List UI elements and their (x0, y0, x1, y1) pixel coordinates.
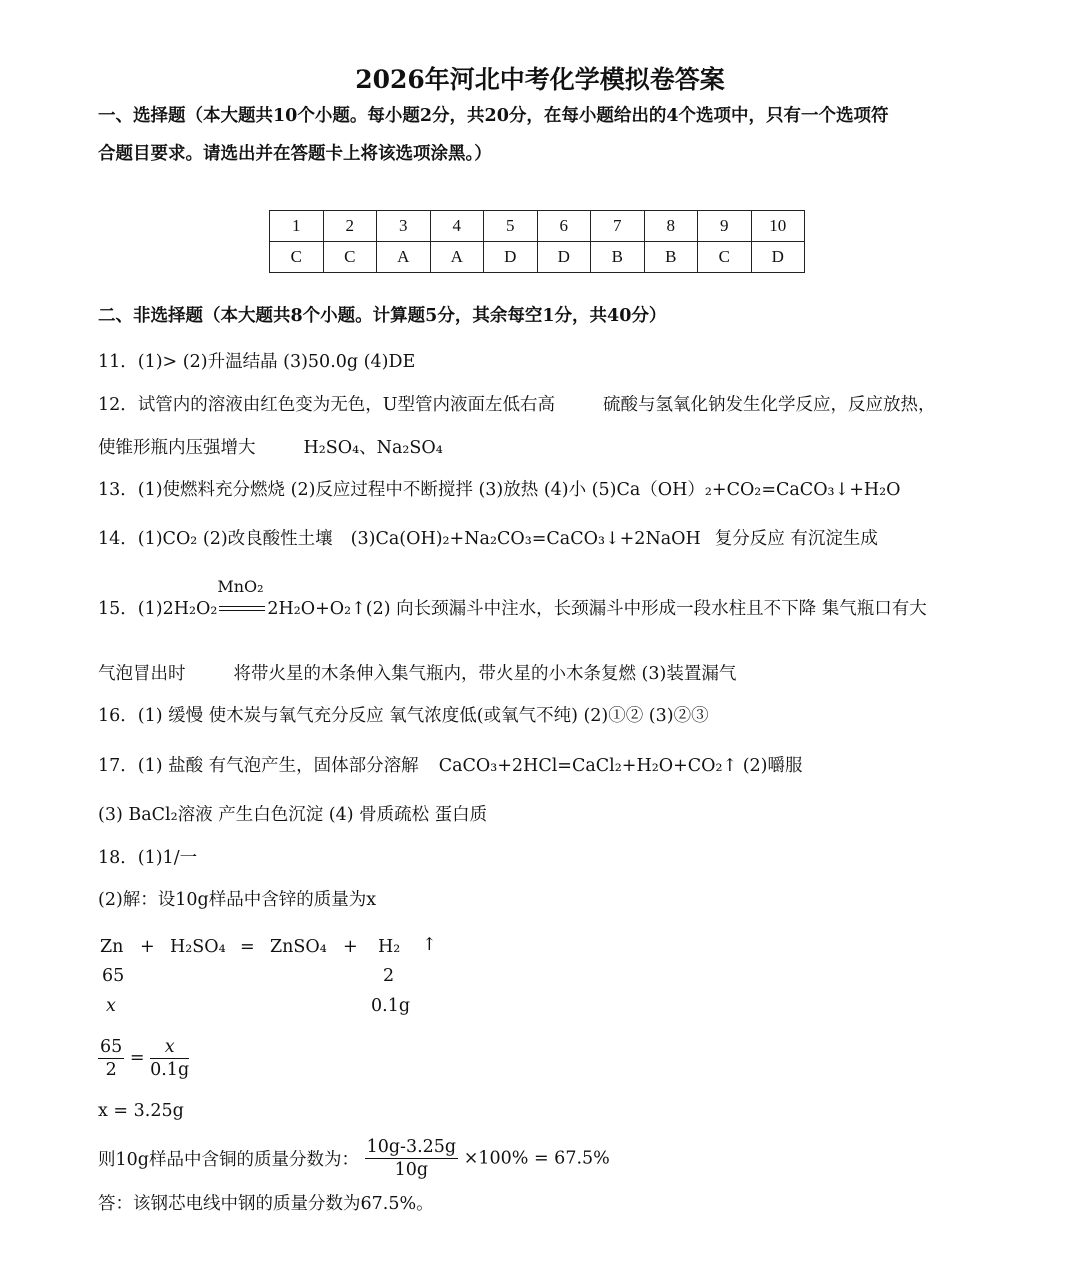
var-x: x (106, 996, 116, 1016)
q15-lhs: 2H₂O₂ (162, 599, 218, 619)
q14-b: (3)Ca(OH)₂+Na₂CO₃=CaCO₃↓+2NaOH (350, 529, 701, 549)
mass-fraction-line (98, 1136, 610, 1181)
frac-num: 10g-3.25g (366, 1137, 457, 1157)
table-cell-answer: B (591, 242, 645, 273)
q12-line1-a: 12．试管内的溶液由红色变为无色，U型管内液面左低右高 (98, 395, 556, 415)
table-cell-answer: D (751, 242, 805, 273)
table-cell-number: 6 (537, 211, 591, 242)
section1-heading-line2: 合题目要求。请选出并在答题卡上将该选项涂黑。） (98, 144, 492, 164)
eq-plus-1: + (140, 937, 155, 957)
h2-amount: 0.1g (371, 996, 411, 1016)
answer-table-answer-row (270, 242, 805, 273)
q12-line2-a: 使锥形瓶内压强增大 (98, 438, 256, 458)
eq-up-arrow: ↑ (422, 935, 437, 955)
table-cell-number: 8 (644, 211, 698, 242)
eq-h2so4: H₂SO₄ (170, 937, 226, 957)
q15-catalyst: MnO₂ (217, 577, 264, 596)
ratio-left-fraction (98, 1036, 124, 1081)
question-14 (98, 527, 878, 551)
table-cell-number: 10 (751, 211, 805, 242)
q15-line2-b: 将带火星的木条伸入集气瓶内，带火星的小木条复燃 (3)装置漏气 (233, 664, 737, 684)
q15-rest: (2) 向长颈漏斗中注水，长颈漏斗中形成一段水柱且不下降 集气瓶口有大 (365, 599, 927, 619)
q15-line2-a: 气泡冒出时 (98, 664, 186, 684)
table-cell-number: 5 (484, 211, 538, 242)
double-line-icon (219, 606, 265, 611)
q14-c: 复分反应 有沉淀生成 (714, 529, 878, 549)
table-cell-answer: B (644, 242, 698, 273)
eq-plus-2: + (343, 937, 358, 957)
result-x: x = 3.25g (98, 1101, 184, 1121)
section1-heading-line1: 一、选择题（本大题共10个小题。每小题2分，共20分，在每小题给出的4个选项中，只有一个选项符 (98, 106, 889, 126)
table-cell-answer: C (698, 242, 752, 273)
table-cell-answer: D (537, 242, 591, 273)
page-title: 2026年河北中考化学模拟卷答案 (355, 65, 725, 94)
q17-line1-a: 17．(1) 盐酸 有气泡产生，固体部分溶解 (98, 756, 419, 776)
ratio-equation (98, 1036, 189, 1081)
answer-table-number-row (270, 211, 805, 242)
question-15-line1 (98, 577, 927, 621)
table-cell-answer: C (323, 242, 377, 273)
frac-tail: ×100% = 67.5% (463, 1148, 610, 1169)
table-cell-number: 7 (591, 211, 645, 242)
question-18-part2: (2)解：设10g样品中含锌的质量为x (98, 890, 377, 910)
q12-line2-b: H₂SO₄、Na₂SO₄ (303, 438, 443, 458)
q12-line1-b: 硫酸与氢氧化钠发生化学反应，反应放热， (603, 395, 936, 415)
ratio-right-fraction (150, 1036, 189, 1081)
table-cell-number: 3 (377, 211, 431, 242)
mass-zn: 65 (102, 966, 125, 986)
mass-h2: 2 (383, 966, 395, 986)
table-cell-number: 4 (430, 211, 484, 242)
question-13: 13．(1)使燃料充分燃烧 (2)反应过程中不断搅拌 (3)放热 (4)小 (5)Ca（OH）₂+CO₂=CaCO₃↓+H₂O (98, 480, 901, 500)
eq-equals: = (240, 937, 255, 957)
ratio-den-left: 2 (105, 1060, 117, 1080)
question-16: 16．(1) 缓慢 使木炭与氧气充分反应 氧气浓度低(或氧气不纯) (2)①② (3)②③ (98, 706, 709, 726)
fraction-intro: 则10g样品中含铜的质量分数为： (98, 1150, 359, 1170)
frac-den: 10g (394, 1160, 429, 1180)
ratio-num-right: x (150, 1036, 189, 1059)
table-cell-answer: A (377, 242, 431, 273)
ratio-equals-sign: = (129, 1048, 145, 1068)
question-11: 11．(1)> (2)升温结晶 (3)50.0g (4)DE (98, 352, 416, 372)
q14-a: 14．(1)CO₂ (2)改良酸性土壤 (98, 529, 333, 549)
answer-table (269, 210, 805, 273)
table-cell-number: 9 (698, 211, 752, 242)
question-15-line2 (98, 662, 736, 686)
question-17-line1 (98, 754, 803, 778)
question-18-part1: 18．(1)1/一 (98, 848, 198, 868)
q15-catalyst-arrow (217, 577, 267, 621)
table-cell-number: 2 (323, 211, 377, 242)
question-12-line2 (98, 436, 443, 460)
q15-rhs: 2H₂O+O₂↑ (267, 599, 366, 619)
table-cell-answer: C (270, 242, 324, 273)
mass-fraction (365, 1136, 459, 1181)
table-cell-answer: D (484, 242, 538, 273)
eq-h2: H₂ (378, 937, 401, 957)
q17-line1-b: CaCO₃+2HCl=CaCl₂+H₂O+CO₂↑ (2)嚼服 (438, 756, 803, 776)
eq-zn: Zn (100, 937, 124, 957)
eq-znso4: ZnSO₄ (270, 937, 327, 957)
table-cell-number: 1 (270, 211, 324, 242)
ratio-num-left: 65 (100, 1037, 123, 1057)
q15-prefix: 15．(1) (98, 599, 163, 619)
question-17-line2: (3) BaCl₂溶液 产生白色沉淀 (4) 骨质疏松 蛋白质 (98, 805, 488, 825)
section2-heading: 二、非选择题（本大题共8个小题。计算题5分，其余每空1分，共40分） (98, 306, 667, 326)
table-cell-answer: A (430, 242, 484, 273)
question-12-line1 (98, 393, 936, 417)
final-answer: 答：该钢芯电线中钢的质量分数为67.5%。 (98, 1194, 434, 1214)
ratio-den-right: 0.1g (150, 1060, 190, 1080)
